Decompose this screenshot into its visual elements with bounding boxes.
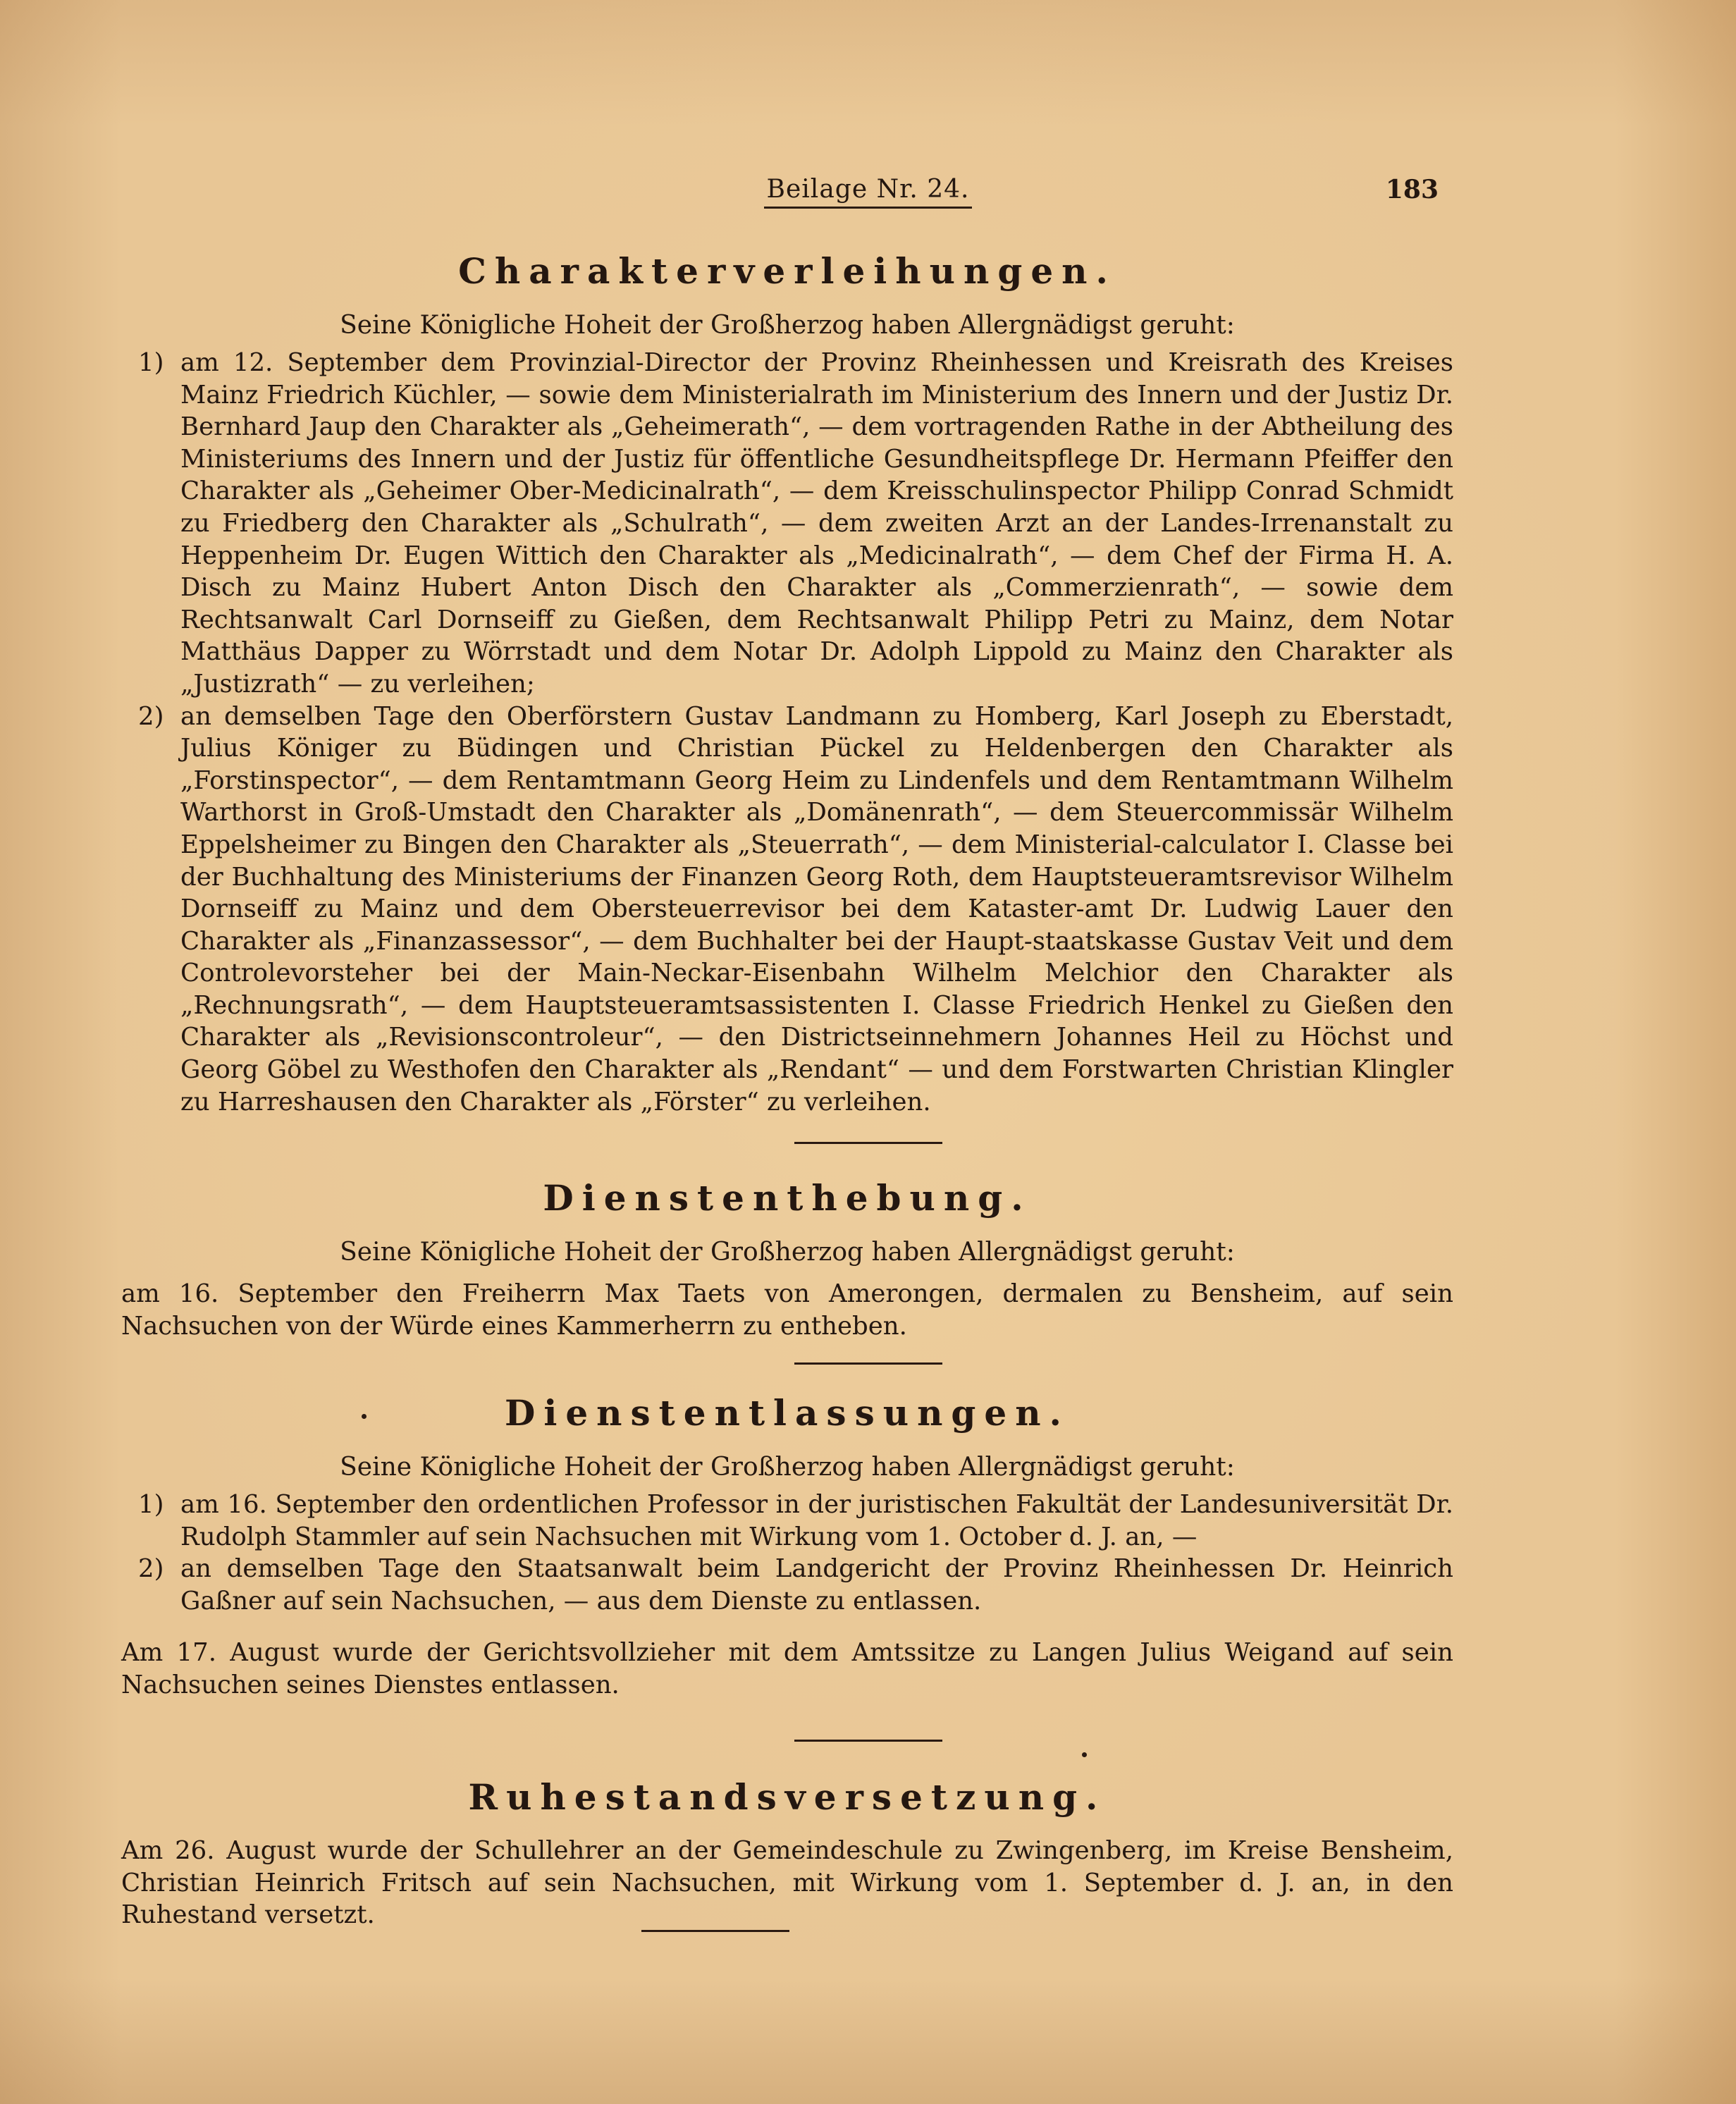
section-title: Ruhestandsversetzung. [468, 1776, 1107, 1818]
item-text: am 12. September dem Provinzial-Director der Provinz Rheinhessen und Kreisrath des Kreises Mainz Friedrich Küchler, — sowie dem Ministerialrath im Ministerium des Innern und der Justiz Dr. Bernhard Jaup den Charakter als „Geheimerath“, — dem vortragenden Rathe in der Abtheilung des Ministeriums des Innern und der Justiz für öffentliche Gesundheitspflege Dr. Hermann Pfeiffer den Charakter als „Geheimer Ober-Medicinalrath“, — dem Kreisschulinspector Philipp Conrad Schmidt zu Friedberg den Charakter als „Schulrath“, — dem zweiten Arzt an der Landes-Irrenanstalt zu Heppenheim Dr. Eugen Wittich den Charakter als „Medicinalrath“, — dem Chef der Firma H. A. Disch zu Mainz Hubert Anton Disch den Charakter als „Commerzienrath“, — sowie dem Rechtsanwalt Carl Dornseiff zu Gießen, dem Rechtsanwalt Philipp Petri zu Mainz, dem Notar Matthäus Dapper zu Wörrstadt und dem Notar Dr. Adolph Lippold zu Mainz den Charakter als „Justizrath“ — zu verleihen; [180, 348, 1453, 699]
section-intro: Seine Königliche Hoheit der Großherzog haben Allergnädigst geruht: [340, 1238, 1235, 1267]
section-intro: Seine Königliche Hoheit der Großherzog haben Allergnädigst geruht: [340, 311, 1235, 340]
page-number: 183 [1385, 175, 1439, 204]
section-intro: Seine Königliche Hoheit der Großherzog haben Allergnädigst geruht: [340, 1453, 1235, 1482]
item-number: 2) [138, 1554, 164, 1584]
item-text: an demselben Tage den Oberförstern Gustav Landmann zu Homberg, Karl Joseph zu Eberstadt, Julius Königer zu Büdingen und Christian Pückel zu Heldenbergen den Charakter als „Forstinspector“, — dem Rentamtmann Georg Heim zu Lindenfels und dem Rentamtmann Wilhelm Warthorst in Groß-Umstadt den Charakter als „Domänenrath“, — dem Steuercommissär Wilhelm Eppelsheimer zu Bingen den Charakter als „Steuerrath“, — dem Ministerial-calculator I. Classe bei der Buchhaltung des Ministeriums der Finanzen Georg Roth, dem Hauptsteueramtsrevisor Wilhelm Dornseiff zu Mainz und dem Obersteuerrevisor bei dem Kataster-amt Dr. Ludwig Lauer den Charakter als „Finanzassessor“, — dem Buchhalter bei der Haupt-staatskasse Gustav Veit und dem Controlevorsteher bei der Main-Neckar-Eisenbahn Wilhelm Melchior den Charakter als „Rechnungsrath“, — dem Hauptsteueramtsassistenten I. Classe Friedrich Henkel zu Gießen den Charakter als „Revisionscontroleur“, — den Districtseinnehmern Johannes Heil zu Höchst und Georg Göbel zu Westhofen den Charakter als „Rendant“ — und dem Forstwarten Christian Klingler zu Harreshausen den Charakter als „Förster“ zu verleihen. [180, 701, 1453, 1116]
section-text: am 16. September den Freiherrn Max Taets von Amerongen, dermalen zu Bensheim, auf sein Nachsuchen von der Würde eines Kammerherrn zu entheben. [121, 1279, 1453, 1341]
list-item [121, 701, 1453, 1119]
section-ruhestandsversetzung [121, 1776, 1453, 1931]
section-title: Dienstenthebung. [543, 1177, 1032, 1219]
closing-rule [641, 1930, 789, 1932]
list-item [121, 347, 1453, 701]
section-divider [794, 1362, 942, 1365]
item-number: 2) [138, 701, 164, 731]
item-number: 1) [138, 348, 164, 377]
item-text: an demselben Tage den Staatsanwalt beim Landgericht der Provinz Rheinhessen Dr. Heinrich Gaßner auf sein Nachsuchen, — aus dem Dienste zu entlassen. [180, 1554, 1453, 1616]
list-item [121, 1489, 1453, 1553]
section-text: Am 26. August wurde der Schullehrer an der Gemeindeschule zu Zwingenberg, im Kreise Bensheim, Christian Heinrich Fritsch auf sein Nachsuchen, mit Wirkung vom 1. September d. J. an, in den Ruhestand versetzt. [121, 1836, 1453, 1930]
section-title: Charakterverleihungen. [458, 250, 1116, 292]
section-note: Am 17. August wurde der Gerichtsvollzieher mit dem Amtssitze zu Langen Julius Weigand auf sein Nachsuchen seines Dienstes entlassen. [121, 1638, 1453, 1699]
section-title: Dienstentlassungen. [505, 1392, 1070, 1434]
section-charakterverleihungen [121, 250, 1453, 1118]
page-header [0, 175, 1736, 217]
section-dienstentlassungen [121, 1392, 1453, 1702]
section-divider [794, 1740, 942, 1742]
item-text: am 16. September den ordentlichen Professor in der juristischen Fakultät der Landesuniversität Dr. Rudolph Stammler auf sein Nachsuchen mit Wirkung vom 1. October d. J. an, — [180, 1490, 1453, 1551]
section-dienstenthebung [121, 1177, 1453, 1342]
print-dot [1082, 1752, 1087, 1757]
section-divider [794, 1142, 942, 1144]
supplement-title: Beilage Nr. 24. [0, 175, 1736, 204]
item-number: 1) [138, 1490, 164, 1519]
list-item [121, 1553, 1453, 1617]
